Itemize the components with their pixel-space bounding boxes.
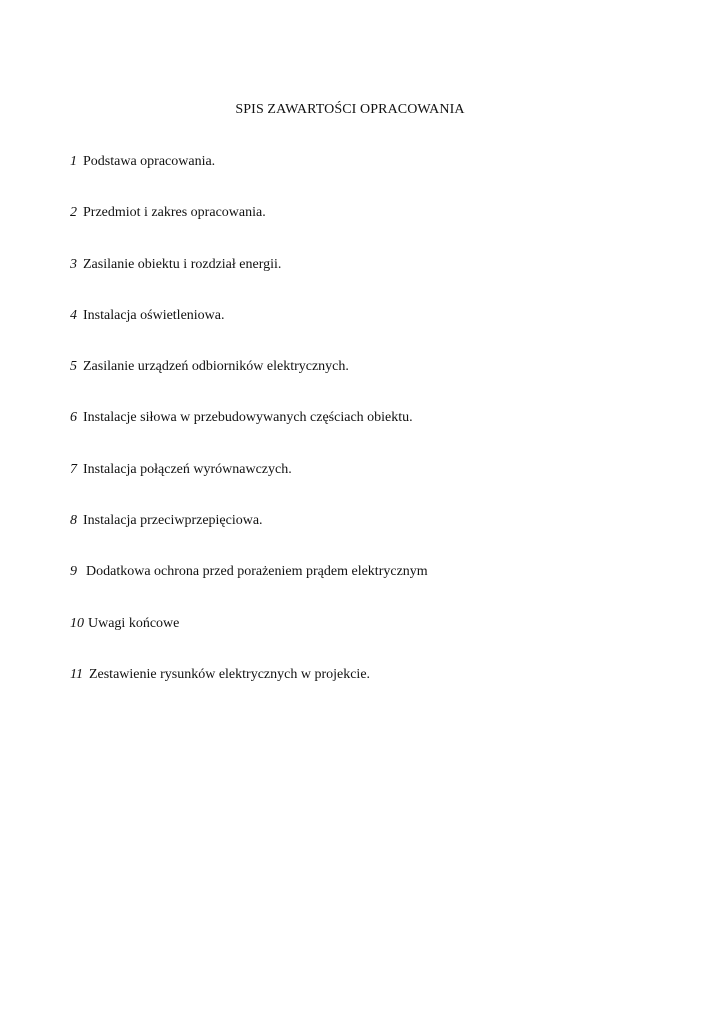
toc-item-2	[70, 205, 428, 256]
toc-item-number: 6	[70, 410, 77, 426]
toc-item-text: Uwagi końcowe	[88, 615, 180, 631]
toc-item-10	[70, 616, 428, 667]
toc-item-text: Przedmiot i zakres opracowania.	[83, 205, 266, 221]
toc-item-number: 11	[70, 666, 83, 682]
toc-item-number: 8	[70, 513, 77, 529]
toc-item-8	[70, 513, 428, 564]
toc-item-number: 5	[70, 359, 77, 375]
toc-item-number: 9	[70, 564, 77, 580]
toc-item-text: Instalacja połączeń wyrównawczych.	[83, 461, 292, 477]
toc-item-3	[70, 257, 428, 308]
toc-item-text: Zasilanie obiektu i rozdział energii.	[83, 256, 282, 272]
toc-item-5	[70, 359, 428, 410]
toc-item-9	[70, 564, 428, 615]
toc-item-6	[70, 410, 428, 461]
toc-item-text: Podstawa opracowania.	[83, 154, 216, 169]
toc-item-text: Instalacje siłowa w przebudowywanych częściach obiektu.	[83, 410, 413, 426]
toc-item-text: Zasilanie urządzeń odbiorników elektrycznych.	[83, 359, 349, 375]
toc-item-text: Instalacja przeciwprzepięciowa.	[83, 513, 263, 529]
toc-item-11	[70, 667, 428, 718]
toc-item-number: 1	[70, 154, 77, 169]
toc-item-text: Instalacja oświetleniowa.	[83, 307, 225, 323]
toc-item-number: 2	[70, 205, 77, 221]
table-of-contents	[70, 154, 428, 718]
toc-item-7	[70, 462, 428, 513]
toc-item-number: 4	[70, 307, 77, 323]
toc-item-number: 3	[70, 256, 77, 272]
page-title: SPIS ZAWARTOŚCI OPRACOWANIA	[235, 102, 465, 117]
toc-item-1	[70, 154, 428, 205]
toc-item-number: 10	[70, 615, 84, 631]
toc-item-number: 7	[70, 461, 77, 477]
toc-item-text: Zestawienie rysunków elektrycznych w projekcie.	[88, 666, 371, 682]
toc-item-text: Dodatkowa ochrona przed porażeniem prądem elektrycznym	[86, 564, 428, 580]
toc-item-4	[70, 308, 428, 359]
